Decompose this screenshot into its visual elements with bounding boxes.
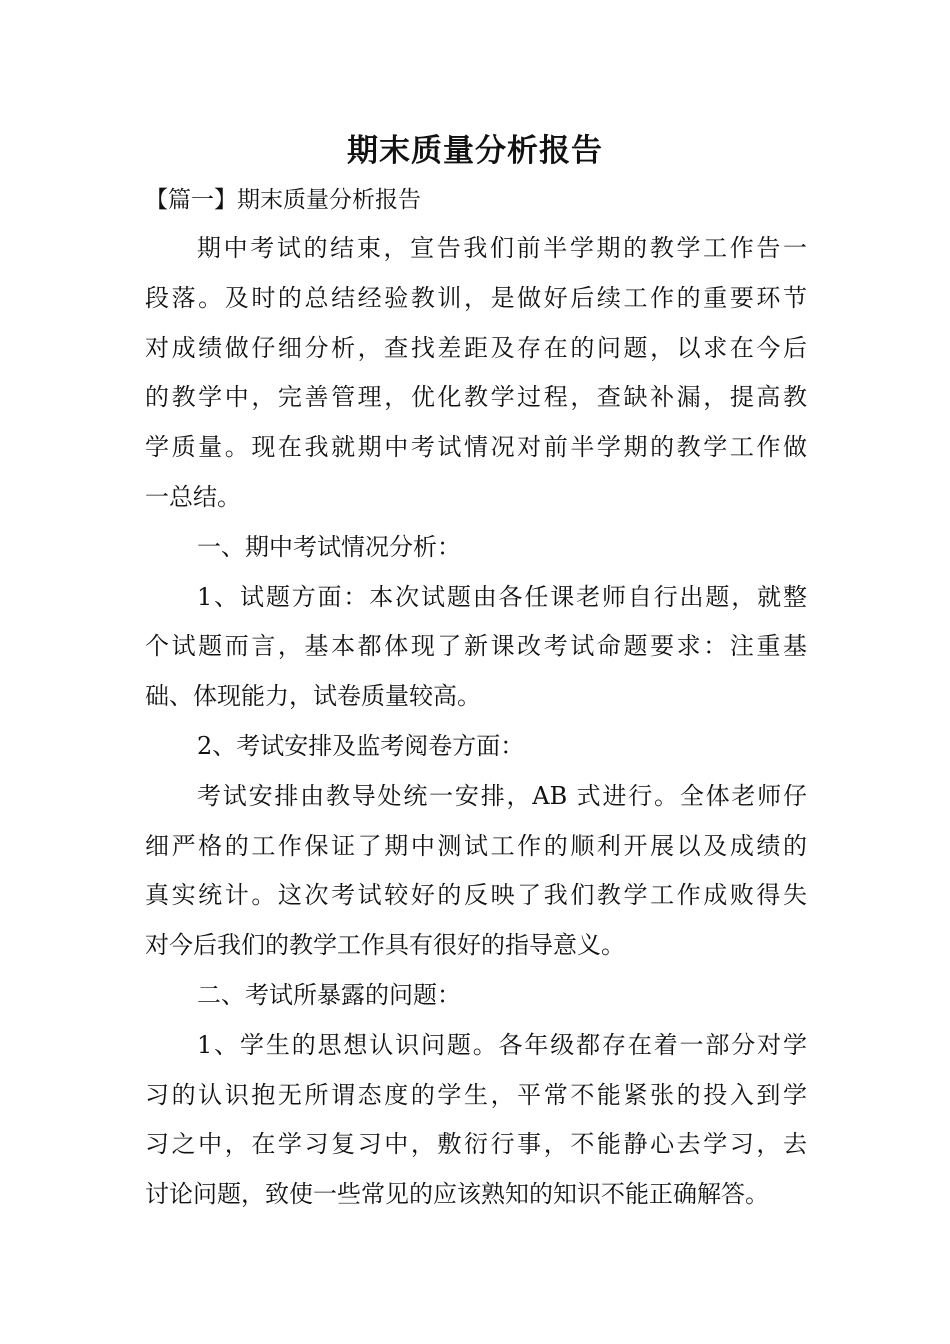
text-line: 个试题而言，基本都体现了新课改考试命题要求：注重基 xyxy=(145,632,807,661)
text-line: 础、体现能力，试卷质量较高。 xyxy=(145,682,481,711)
text-line: 对成绩做仔细分析，查找差距及存在的问题，以求在今后 xyxy=(145,333,807,362)
text-line: 习之中，在学习复习中，敷衍行事，不能静心去学习，去 xyxy=(145,1130,807,1159)
text-line: 的教学中，完善管理，优化教学过程，查缺补漏，提高教 xyxy=(145,383,807,412)
text-line: 真实统计。这次考试较好的反映了我们教学工作成败得失 xyxy=(145,881,807,910)
section-heading: 【篇一】期末质量分析报告 xyxy=(145,187,421,213)
text-line: 一、期中考试情况分析： xyxy=(197,532,461,561)
text-line: 学质量。现在我就期中考试情况对前半学期的教学工作做 xyxy=(145,433,807,462)
text-line: 对今后我们的教学工作具有很好的指导意义。 xyxy=(145,931,625,960)
text-line: 2、考试安排及监考阅卷方面： xyxy=(197,731,525,760)
text-line: 细严格的工作保证了期中测试工作的顺利开展以及成绩的 xyxy=(145,831,807,860)
text-line: 1、试题方面：本次试题由各任课老师自行出题，就整 xyxy=(197,582,807,611)
text-line: 讨论问题，致使一些常见的应该熟知的知识不能正确解答。 xyxy=(145,1180,769,1209)
text-line: 1、学生的思想认识问题。各年级都存在着一部分对学 xyxy=(197,1030,807,1059)
text-line: 习的认识抱无所谓态度的学生，平常不能紧张的投入到学 xyxy=(145,1080,807,1109)
document-title: 期末质量分析报告 xyxy=(347,133,603,169)
text-line: 期中考试的结束，宣告我们前半学期的教学工作告一 xyxy=(197,234,807,262)
text-line: 一总结。 xyxy=(145,482,241,511)
text-line: 二、考试所暴露的问题： xyxy=(197,980,461,1009)
body-text xyxy=(145,224,807,1220)
text-line: 考试安排由教导处统一安排，AB 式进行。全体老师仔 xyxy=(197,781,807,810)
text-line: 段落。及时的总结经验教训，是做好后续工作的重要环节 xyxy=(145,283,807,312)
